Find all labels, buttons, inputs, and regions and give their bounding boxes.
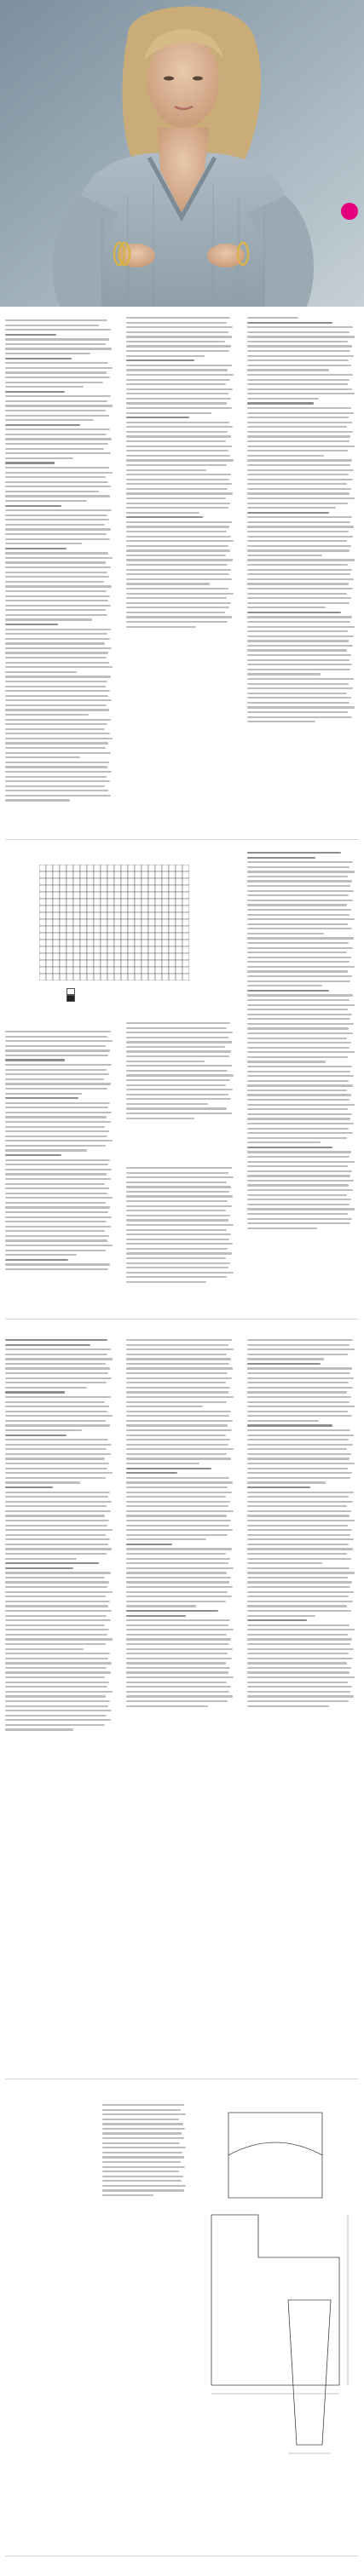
chart-cell — [60, 953, 66, 960]
chart-cell — [66, 967, 73, 974]
chart-cell — [39, 892, 46, 899]
chart-cell — [53, 940, 60, 946]
chart-cell — [114, 953, 121, 960]
chart-cell — [114, 946, 121, 953]
chart-cell — [39, 899, 46, 906]
chart-cell — [46, 871, 53, 878]
chart-cell — [114, 933, 121, 940]
chart-cell — [101, 953, 107, 960]
chart-cell — [60, 919, 66, 926]
chart-cell — [46, 912, 53, 919]
schematic-hood — [228, 2113, 322, 2198]
chart-cell — [66, 953, 73, 960]
chart-cell — [60, 892, 66, 899]
chart-cell — [94, 953, 101, 960]
chart-cell — [80, 926, 87, 933]
chart-cell — [46, 946, 53, 953]
chart-cell — [101, 899, 107, 906]
chart-cell — [53, 933, 60, 940]
chart-cell — [107, 967, 114, 974]
chart-cell — [60, 926, 66, 933]
chart-cell — [107, 899, 114, 906]
chart-cell — [101, 912, 107, 919]
chart-cell — [60, 967, 66, 974]
chart-cell — [107, 919, 114, 926]
chart-cell — [73, 906, 80, 912]
chart-cell — [114, 885, 121, 892]
garment-schematic — [194, 2104, 356, 2462]
chart-cell — [46, 892, 53, 899]
chart-cell — [94, 906, 101, 912]
chart-cell — [87, 899, 94, 906]
chart-cell — [53, 912, 60, 919]
chart-cell — [94, 878, 101, 885]
chart-cell — [94, 967, 101, 974]
chart-cell — [80, 912, 87, 919]
chart-cell — [107, 946, 114, 953]
chart-cell — [60, 974, 66, 980]
chart-cell — [46, 899, 53, 906]
chart-cell — [73, 919, 80, 926]
chart-cell — [87, 892, 94, 899]
chart-cell — [114, 906, 121, 912]
chart-cell — [60, 912, 66, 919]
chart-cell — [46, 926, 53, 933]
chart-cell — [80, 885, 87, 892]
chart-cell — [101, 974, 107, 980]
chart-cell — [39, 919, 46, 926]
chart-cell — [107, 933, 114, 940]
chart-cell — [39, 912, 46, 919]
chart-cell — [39, 878, 46, 885]
chart-cell — [107, 960, 114, 967]
chart-cell — [73, 967, 80, 974]
chart-cell — [46, 967, 53, 974]
text-column-2b — [126, 852, 235, 1159]
chart-cell — [94, 885, 101, 892]
chart-cell — [87, 912, 94, 919]
chart-cell — [73, 974, 80, 980]
chart-cell — [114, 960, 121, 967]
chart-cell — [46, 878, 53, 885]
section3-text — [102, 2104, 188, 2274]
chart-cell — [60, 906, 66, 912]
chart-cell — [73, 926, 80, 933]
chart-cell — [39, 885, 46, 892]
chart-cell — [80, 946, 87, 953]
chart-cell — [94, 912, 101, 919]
chart-cell — [46, 974, 53, 980]
chart-cell — [80, 878, 87, 885]
chart-cell — [53, 919, 60, 926]
chart-cell — [53, 974, 60, 980]
chart-cell — [80, 871, 87, 878]
schematic-sleeve — [288, 2300, 331, 2445]
chart-cell — [66, 946, 73, 953]
chart-cell — [114, 974, 121, 980]
chart-cell — [80, 919, 87, 926]
chart-cell — [66, 940, 73, 946]
chart-cell — [73, 912, 80, 919]
chart-cell — [107, 885, 114, 892]
chart-cell — [114, 865, 121, 871]
chart-cell — [73, 899, 80, 906]
chart-cell — [53, 967, 60, 974]
chart-cell — [39, 871, 46, 878]
chart-cell — [94, 871, 101, 878]
chart-cell — [80, 892, 87, 899]
chart-cell — [87, 960, 94, 967]
chart-cell — [53, 953, 60, 960]
section2-column-1 — [5, 1339, 114, 1816]
chart-cell — [39, 974, 46, 980]
chart-cell — [107, 912, 114, 919]
text-column-3 — [247, 317, 358, 837]
chart-cell — [39, 940, 46, 946]
chart-cell — [39, 967, 46, 974]
chart-cell — [107, 940, 114, 946]
chart-cell — [87, 974, 94, 980]
chart-cell — [114, 926, 121, 933]
chart-cell — [66, 899, 73, 906]
chart-cell — [87, 878, 94, 885]
chart-cell — [107, 906, 114, 912]
chart-cell — [94, 946, 101, 953]
chart-cell — [114, 940, 121, 946]
chart-cell — [60, 885, 66, 892]
model-photo — [0, 0, 364, 307]
chart-cell — [107, 974, 114, 980]
chart-cell — [73, 940, 80, 946]
chart-cell — [73, 953, 80, 960]
chart-cell — [39, 865, 46, 871]
chart-cell — [94, 899, 101, 906]
chart-cell — [60, 878, 66, 885]
chart-cell — [60, 946, 66, 953]
chart-cell — [94, 933, 101, 940]
text-column-1 — [5, 317, 114, 832]
chart-cell — [101, 933, 107, 940]
chart-cell — [101, 946, 107, 953]
chart-cell — [80, 865, 87, 871]
chart-cell — [60, 871, 66, 878]
chart-cell — [66, 906, 73, 912]
chart-cell — [101, 926, 107, 933]
chart-cell — [66, 885, 73, 892]
chart-cell — [101, 865, 107, 871]
chart-cell — [114, 892, 121, 899]
chart-cell — [114, 919, 121, 926]
chart-cell — [73, 885, 80, 892]
chart-cell — [87, 933, 94, 940]
section2-column-3 — [247, 1339, 358, 1816]
chart-cell — [114, 967, 121, 974]
chart-cell — [60, 899, 66, 906]
chart-cell — [66, 960, 73, 967]
chart-cell — [66, 926, 73, 933]
page-number-badge — [341, 203, 358, 220]
chart-cell — [94, 940, 101, 946]
chart-cell — [80, 967, 87, 974]
chart-cell — [39, 933, 46, 940]
chart-cell — [66, 865, 73, 871]
chart-cell — [60, 865, 66, 871]
chart-cell — [114, 878, 121, 885]
section2-column-2 — [126, 1339, 235, 1816]
chart-cell — [107, 878, 114, 885]
chart-cell — [66, 912, 73, 919]
chart-cell — [66, 871, 73, 878]
chart-cell — [87, 885, 94, 892]
chart-cell — [46, 906, 53, 912]
chart-cell — [107, 926, 114, 933]
chart-cell — [87, 865, 94, 871]
chart-cell — [94, 974, 101, 980]
chart-cell — [80, 953, 87, 960]
chart-cell — [73, 878, 80, 885]
chart-cell — [101, 885, 107, 892]
chart-cell — [46, 960, 53, 967]
chart-cell — [53, 871, 60, 878]
chart-cell — [53, 865, 60, 871]
text-column-2 — [126, 317, 235, 683]
chart-cell — [60, 940, 66, 946]
chart-cell — [87, 919, 94, 926]
chart-cell — [101, 906, 107, 912]
chart-cell — [66, 933, 73, 940]
chart-cell — [60, 960, 66, 967]
chart-cell — [87, 906, 94, 912]
chart-cell — [94, 960, 101, 967]
chart-cell — [53, 892, 60, 899]
chart-cell — [66, 919, 73, 926]
chart-cell — [66, 974, 73, 980]
chart-cell — [80, 940, 87, 946]
chart-cell — [39, 953, 46, 960]
chart-cell — [39, 946, 46, 953]
chart-cell — [53, 899, 60, 906]
chart-cell — [66, 878, 73, 885]
chart-cell — [46, 940, 53, 946]
chart-cell — [87, 953, 94, 960]
chart-cell — [80, 899, 87, 906]
chart-cell — [101, 967, 107, 974]
text-column-1b — [5, 1031, 114, 1312]
chart-cell — [101, 940, 107, 946]
chart-cell — [87, 946, 94, 953]
chart-cell — [101, 878, 107, 885]
chart-cell — [107, 892, 114, 899]
text-column-2c — [126, 1167, 235, 1312]
chart-cell — [94, 865, 101, 871]
chart-cell — [46, 885, 53, 892]
chart-cell — [66, 892, 73, 899]
chart-cell — [53, 906, 60, 912]
chart-cell — [73, 865, 80, 871]
chart-cell — [107, 865, 114, 871]
chart-cell — [73, 960, 80, 967]
chart-cell — [80, 933, 87, 940]
chart-cell — [101, 960, 107, 967]
chart-cell — [53, 885, 60, 892]
chart-cell — [53, 878, 60, 885]
chart-cell — [114, 871, 121, 878]
chart-cell — [73, 871, 80, 878]
chart-cell — [101, 871, 107, 878]
chart-cell — [114, 912, 121, 919]
chart-cell — [80, 974, 87, 980]
chart-cell — [73, 892, 80, 899]
chart-cell — [53, 960, 60, 967]
chart-cell — [94, 892, 101, 899]
chart-cell — [87, 871, 94, 878]
chart-cell — [46, 865, 53, 871]
chart-cell — [80, 960, 87, 967]
chart-cell — [60, 933, 66, 940]
chart-cell — [94, 926, 101, 933]
chart-cell — [107, 871, 114, 878]
text-column-3b — [247, 852, 358, 1312]
chart-cell — [101, 892, 107, 899]
chart-cell — [46, 933, 53, 940]
chart-cell — [46, 919, 53, 926]
chart-cell — [53, 946, 60, 953]
chart-cell — [80, 906, 87, 912]
chart-cell — [39, 960, 46, 967]
chart-cell — [101, 919, 107, 926]
chart-cell — [94, 919, 101, 926]
chart-cell — [87, 940, 94, 946]
chart-cell — [107, 953, 114, 960]
chart-cell — [114, 899, 121, 906]
chart-cell — [53, 926, 60, 933]
chart-cell — [39, 926, 46, 933]
chart-cell — [73, 946, 80, 953]
chart-cell — [39, 906, 46, 912]
chart-cell — [73, 933, 80, 940]
chart-cell — [87, 926, 94, 933]
chart-cell — [46, 953, 53, 960]
chart-cell — [87, 967, 94, 974]
